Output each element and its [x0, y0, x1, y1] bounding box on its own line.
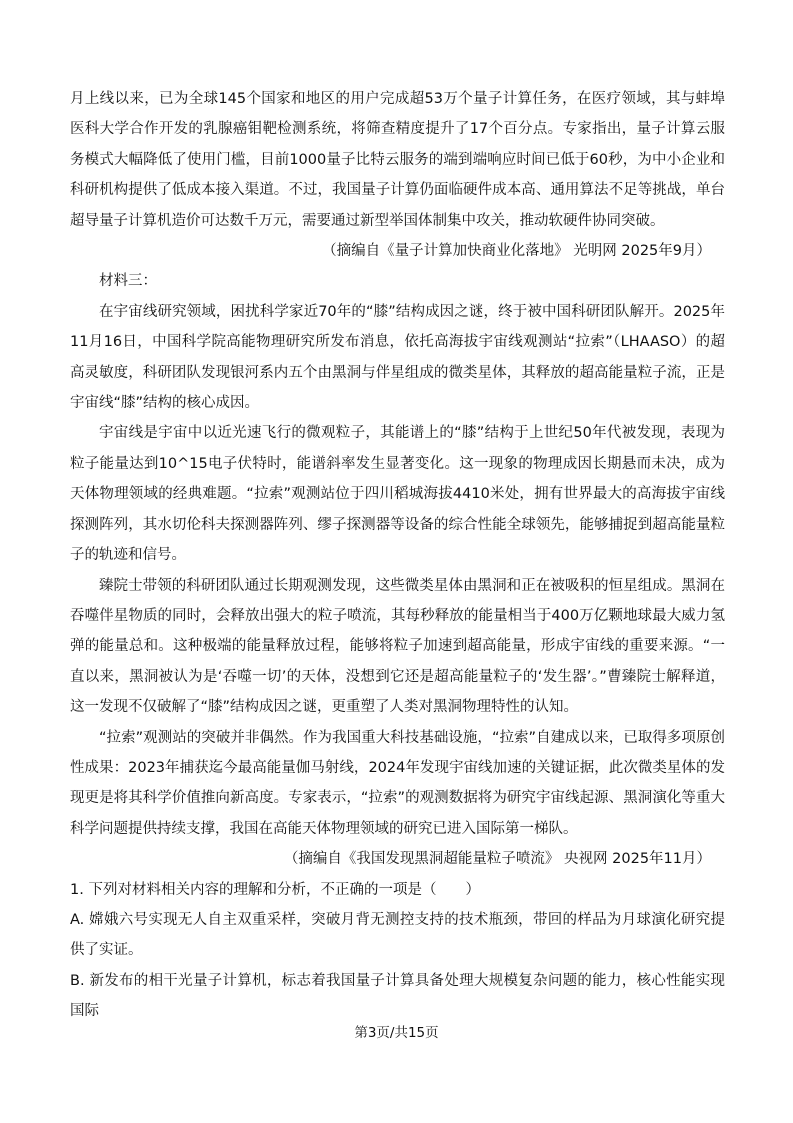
question-1-option-b: B. 新发布的相干光量子计算机，标志着我国量子计算具备处理大规模复杂问题的能力，核心性能实现国际 — [70, 972, 725, 1020]
source-citation-material-two: （摘编自《量子计算加快商业化落地》 光明网 2025年9月） — [322, 243, 711, 260]
source-citation-material-three: （摘编自《我国发现黑洞超能量粒子喷流》 央视网 2025年11月） — [283, 851, 711, 868]
material-three-paragraph-2: 宇宙线是宇宙中以近光速飞行的微观粒子，其能谱上的“膝”结构于上世纪50年代被发现，表现为粒子能量达到10^15电子伏特时，能谱斜率发生显著变化。这一现象的物理成因长期悬而未决，成为天体物理领域的经典难题。“拉索”观测站位于四川稻城海拔4410米处，拥有世界最大的高海拔宇宙线探测阵列，其水切伦科夫探测器阵列、缪子探测器等设备的综合性能全球领先，能够捕捉到超高能量粒子的轨迹和信号。 — [70, 425, 725, 564]
material-three-paragraph-1: 在宇宙线研究领域，困扰科学家近70年的“膝”结构成因之谜，终于被中国科研团队解开。2025年11月16日，中国科学院高能物理研究所发布消息，依托高海拔宇宙线观测站“拉索”（LHAASO）的超高灵敏度，科研团队发现银河系内五个由黑洞与伴星组成的微类星体，其释放的超高能量粒子流，正是宇宙线“膝”结构的核心成因。 — [70, 303, 725, 412]
document-page — [70, 84, 725, 1027]
material-three-paragraph-3: 臻院士带领的科研团队通过长期观测发现，这些微类星体由黑洞和正在被吸积的恒星组成。黑洞在吞噬伴星物质的同时，会释放出强大的粒子喷流，其每秒释放的能量相当于400万亿颗地球最大威力氢弹的能量总和。这种极端的能量释放过程，能够将粒子加速到超高能量，形成宇宙线的重要来源。“一直以来，黑洞被认为是‘吞噬一切’的天体，没想到它还是超高能量粒子的‘发生器’。”曹臻院士解释道，这一发现不仅破解了“膝”结构成因之谜，更重塑了人类对黑洞物理特性的认知。 — [70, 577, 725, 716]
question-1-option-a: A. 嫦娥六号实现无人自主双重采样，突破月背无测控支持的技术瓶颈，带回的样品为月球演化研究提供了实证。 — [70, 911, 725, 959]
material-three-paragraph-4: “拉索”观测站的突破并非偶然。作为我国重大科技基础设施，“拉索”自建成以来，已取得多项原创性成果：2023年捕获迄今最高能量伽马射线，2024年发现宇宙线加速的关键证据，此次微类星体的发现更是将其科学价值推向新高度。专家表示，“拉索”的观测数据将为研究宇宙线起源、黑洞演化等重大科学问题提供持续支撑，我国在高能天体物理领域的研究已进入国际第一梯队。 — [70, 729, 725, 837]
page-number-footer: 第3页/共15页 — [354, 1025, 439, 1041]
material-three-heading: 材料三： — [99, 273, 157, 290]
question-1-stem: 1. 下列对材料相关内容的理解和分析，不正确的一项是（ ） — [70, 881, 480, 898]
material-two-continuation: 月上线以来，已为全球145个国家和地区的用户完成超53万个量子计算任务，在医疗领域，其与蚌埠医科大学合作开发的乳腺癌钼靶检测系统，将筛查精度提升了17个百分点。专家指出，量子计算云服务模式大幅降低了使用门槛，目前1000量子比特云服务的端到端响应时间已低于60秒，为中小企业和科研机构提供了低成本接入渠道。不过，我国量子计算仍面临硬件成本高、通用算法不足等挑战，单台超导量子计算机造价可达数千万元，需要通过新型举国体制集中攻关，推动软硬件协同突破。 — [70, 91, 725, 229]
